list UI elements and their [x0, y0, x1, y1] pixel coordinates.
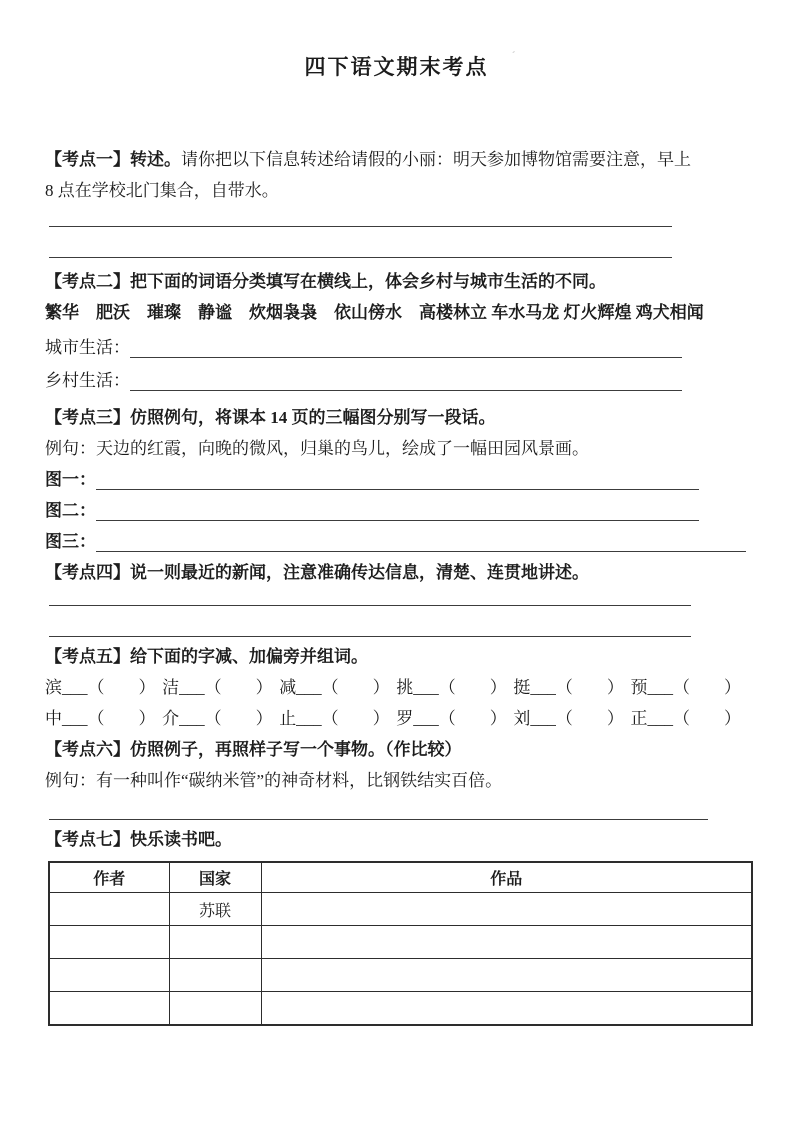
works-cell — [261, 992, 752, 1026]
table-row — [49, 893, 752, 926]
example-prefix: 例句：有一种叫作“碳纳米管”的神奇材料， — [45, 771, 367, 790]
radical-unit: 洁___（ ） — [162, 678, 273, 697]
stray-scan-mark: ˊ — [509, 49, 516, 63]
answer-blank-line — [49, 206, 672, 227]
section7-heading: 【考点七】快乐读书吧。 — [45, 830, 232, 849]
section5-heading: 【考点五】给下面的字减、加偏旁并组词。 — [45, 647, 368, 666]
author-cell — [49, 893, 169, 926]
section2-word-bank: 繁华 肥沃 璀璨 静谧 炊烟袅袅 依山傍水 高楼林立 车水马龙 灯火辉煌 鸡犬相闻 — [45, 303, 704, 322]
radical-unit: 正___（ ） — [630, 709, 741, 728]
table-row — [49, 959, 752, 992]
works-cell — [261, 959, 752, 992]
works-cell — [261, 926, 752, 959]
section3-heading: 【考点三】仿照例句，将课本 14 页的三幅图分别写一段话。 — [45, 408, 496, 427]
radical-unit: 挺___（ ） — [513, 678, 624, 697]
table-row — [49, 926, 752, 959]
country-cell: 苏联 — [169, 893, 261, 926]
works-cell — [261, 893, 752, 926]
answer-blank-line — [49, 606, 691, 637]
city-life-blank-line — [130, 332, 682, 358]
figure1-row — [45, 464, 699, 495]
city-life-row — [45, 332, 682, 363]
figure3-blank-line — [96, 526, 746, 552]
country-cell — [169, 959, 261, 992]
page-title: 四下语文期末考点 — [304, 55, 489, 79]
radical-unit: 预___（ ） — [630, 678, 741, 697]
radical-unit: 介___（ ） — [162, 709, 273, 728]
figure2-blank-line — [96, 495, 699, 521]
country-cell — [169, 926, 261, 959]
section2-heading: 【考点二】把下面的词语分类填写在横线上，体会乡村与城市生活的不同。 — [45, 272, 606, 291]
village-life-blank-line — [130, 365, 682, 391]
section1-text-line2: 8 点在学校北门集合，自带水。 — [45, 181, 279, 200]
answer-blank-line — [49, 588, 691, 606]
section4-heading: 【考点四】说一则最近的新闻，注意准确传达信息，清楚、连贯地讲述。 — [45, 563, 589, 582]
table-header-row — [49, 862, 752, 893]
reading-table — [48, 861, 753, 1026]
example-suffix: 。 — [485, 771, 503, 790]
author-cell — [49, 926, 169, 959]
radical-unit: 止___（ ） — [279, 709, 390, 728]
figure2-row — [45, 495, 699, 526]
emphasized-text: 比钢铁结实百倍 — [366, 771, 485, 794]
answer-blank-line — [49, 796, 708, 820]
author-cell — [49, 959, 169, 992]
figure1-blank-line — [96, 464, 699, 490]
country-header-cell: 国家 — [169, 862, 261, 893]
radical-unit: 罗___（ ） — [396, 709, 507, 728]
radical-unit: 刘___（ ） — [513, 709, 624, 728]
village-life-label: 乡村生活： — [45, 371, 130, 390]
section6-example-sentence — [45, 765, 748, 796]
figure1-label: 图一： — [45, 470, 96, 489]
radical-unit: 挑___（ ） — [396, 678, 507, 697]
country-cell — [169, 992, 261, 1026]
radical-exercise-row1 — [45, 672, 741, 703]
table-row — [49, 992, 752, 1026]
section1-heading: 【考点一】转述。 — [45, 150, 181, 169]
city-life-label: 城市生活： — [45, 338, 130, 357]
author-header-cell: 作者 — [49, 862, 169, 893]
radical-unit: 滨___（ ） — [45, 678, 156, 697]
works-header-cell: 作品 — [261, 862, 752, 893]
section1-text: 请你把以下信息转述给请假的小丽：明天参加博物馆需要注意，早上 — [181, 150, 691, 169]
section6-heading: 【考点六】仿照例子，再照样子写一个事物。（作比较） — [45, 740, 462, 759]
figure2-label: 图二： — [45, 501, 96, 520]
radical-exercise-row2 — [45, 703, 741, 734]
radical-unit: 中___（ ） — [45, 709, 156, 728]
author-cell — [49, 992, 169, 1026]
radical-unit: 减___（ ） — [279, 678, 390, 697]
figure3-label: 图三： — [45, 532, 96, 551]
figure3-row — [45, 526, 746, 557]
answer-blank-line — [49, 227, 672, 258]
section1-text-line1 — [45, 144, 748, 175]
section3-example-sentence: 例句：天边的红霞，向晚的微风，归巢的鸟儿，绘成了一幅田园风景画。 — [45, 439, 589, 458]
village-life-row — [45, 365, 682, 396]
